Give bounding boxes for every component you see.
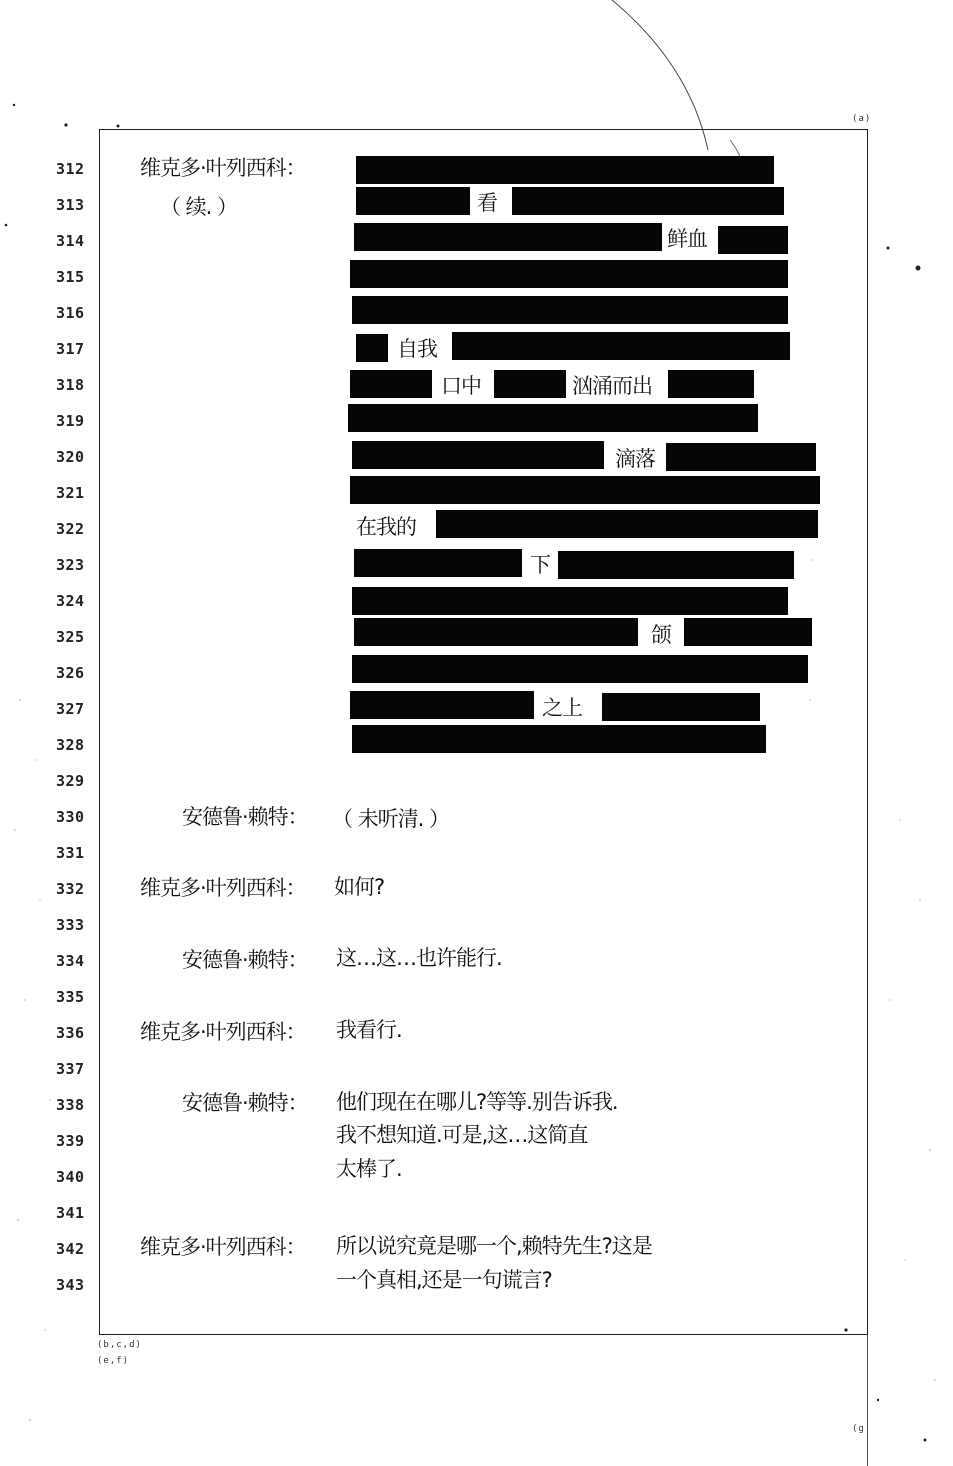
redaction-bar: [558, 551, 794, 579]
line-number: 333: [56, 916, 85, 934]
line-number: 334: [56, 952, 85, 970]
line-number: 323: [56, 556, 85, 574]
redaction-bar: [356, 334, 388, 362]
dialogue-line: 所以说究竟是哪一个,赖特先生?这是: [336, 1234, 652, 1258]
visible-word: 之上: [541, 692, 583, 722]
line-number: 341: [56, 1204, 85, 1222]
visible-word: 口中: [440, 370, 482, 400]
line-number: 320: [56, 448, 85, 466]
visible-word: 下: [529, 549, 551, 579]
redaction-bar: [352, 296, 788, 324]
redaction-bar: [348, 404, 758, 432]
dialogue-line: （ 未听清. ）: [332, 807, 450, 831]
speaker-name: 安德鲁·赖特：: [182, 805, 308, 829]
corner-label-ef: (e,f): [97, 1356, 130, 1366]
line-number: 342: [56, 1240, 85, 1258]
redaction-bar: [718, 226, 788, 254]
speaker-name: 维克多·叶列西科：: [140, 1020, 306, 1044]
corner-label-a: (a): [852, 114, 872, 124]
dialogue-line: 他们现在在哪儿?等等.别告诉我.: [336, 1090, 618, 1114]
continued-note: （ 续. ）: [160, 195, 238, 219]
line-number: 322: [56, 520, 85, 538]
line-number: 324: [56, 592, 85, 610]
visible-word: 滴落: [614, 443, 656, 473]
redaction-bar: [452, 332, 790, 360]
redaction-bar: [350, 691, 534, 719]
line-number: 327: [56, 700, 85, 718]
line-number: 315: [56, 268, 85, 286]
line-number: 326: [56, 664, 85, 682]
line-number: 314: [56, 232, 85, 250]
speaker-name: 维克多·叶列西科：: [140, 876, 306, 900]
line-number: 331: [56, 844, 85, 862]
redaction-bar: [352, 587, 788, 615]
redaction-bar: [354, 223, 662, 251]
line-number: 321: [56, 484, 85, 502]
visible-word: 颌: [650, 619, 672, 649]
line-number: 329: [56, 772, 85, 790]
visible-word: 自我: [396, 333, 438, 363]
line-number: 312: [56, 160, 85, 178]
line-number: 337: [56, 1060, 85, 1078]
line-number: 325: [56, 628, 85, 646]
line-number: 340: [56, 1168, 85, 1186]
redaction-bar: [666, 443, 816, 471]
redaction-bar: [602, 693, 760, 721]
redaction-bar: [350, 260, 788, 288]
line-number: 328: [56, 736, 85, 754]
line-number: 339: [56, 1132, 85, 1150]
visible-word: 在我的: [355, 511, 417, 541]
redaction-bar: [352, 655, 808, 683]
redaction-bar: [684, 618, 812, 646]
speaker-name: 安德鲁·赖特：: [182, 948, 308, 972]
dialogue-line: 太棒了.: [336, 1157, 402, 1181]
redaction-bar: [352, 725, 766, 753]
speaker-name: 维克多·叶列西科：: [140, 1235, 306, 1259]
corner-label-g: (g: [852, 1424, 865, 1434]
line-number: 313: [56, 196, 85, 214]
line-number: 335: [56, 988, 85, 1006]
line-number: 343: [56, 1276, 85, 1294]
line-number: 316: [56, 304, 85, 322]
redaction-bar: [668, 370, 754, 398]
corner-label-bcd: (b,c,d): [97, 1340, 142, 1350]
frame-extension-line: [867, 1335, 868, 1466]
line-number: 338: [56, 1096, 85, 1114]
dialogue-line: 这…这…也许能行.: [336, 946, 502, 970]
visible-word: 鲜血: [666, 223, 708, 253]
redaction-bar: [354, 549, 522, 577]
line-number: 317: [56, 340, 85, 358]
redaction-bar: [352, 441, 604, 469]
redaction-bar: [354, 618, 638, 646]
line-number: 332: [56, 880, 85, 898]
redaction-bar: [350, 476, 820, 504]
redaction-bar: [512, 187, 784, 215]
redaction-bar: [356, 156, 774, 184]
redaction-bar: [494, 370, 566, 398]
dialogue-line: 如何?: [334, 875, 385, 899]
speaker-name: 维克多·叶列西科：: [140, 156, 306, 180]
dialogue-line: 我不想知道.可是,这…这简直: [336, 1123, 588, 1147]
line-number: 330: [56, 808, 85, 826]
dialogue-line: 一个真相,还是一句谎言?: [336, 1268, 552, 1292]
redaction-bar: [436, 510, 818, 538]
redaction-bar: [356, 187, 470, 215]
line-number: 336: [56, 1024, 85, 1042]
line-number: 319: [56, 412, 85, 430]
dialogue-line: 我看行.: [336, 1018, 402, 1042]
redaction-bar: [350, 370, 432, 398]
visible-word: 看: [476, 187, 498, 217]
line-number: 318: [56, 376, 85, 394]
speaker-name: 安德鲁·赖特：: [182, 1091, 308, 1115]
visible-word: 汹涌而出: [571, 370, 653, 400]
